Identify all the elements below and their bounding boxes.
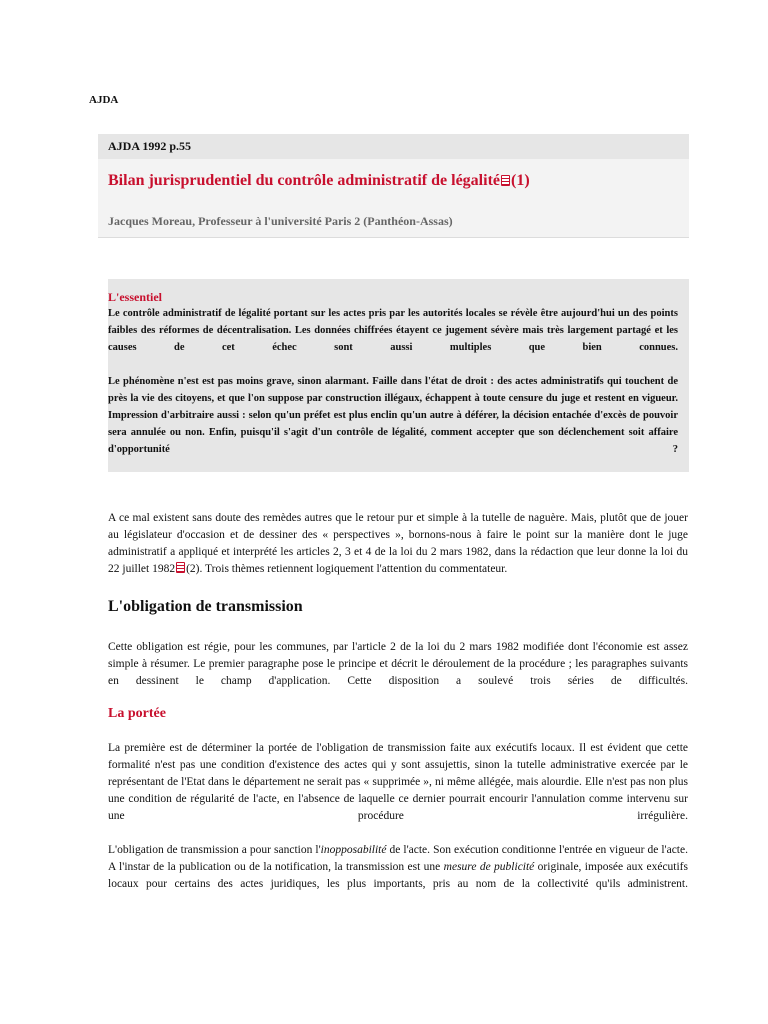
intro-text: . Trois thèmes retiennent logiquement l'attention du commentateur. — [199, 563, 508, 575]
title-footnote-ref[interactable]: (1) — [511, 172, 530, 189]
subsection-paragraph: La première est de déterminer la portée de l'obligation de transmission faite aux exécutifs locaux. Il est évident que cette formalité n'est pas une condition d'existence des actes qui y sont assujettis, sinon la tutelle administrative exercée par le représentant de l'Etat dans le département ne serait pas « supprimée », ni même allégée, mais alourdie. Elle n'est pas non plus une condition de régularité de l'acte, en l'absence de laquelle ce dernier pourrait encourir l'annulation comme intervenu sur une procédure irrégulière. — [108, 742, 688, 822]
section-paragraph: Cette obligation est régie, pour les communes, par l'article 2 de la loi du 2 mars 1982 modifiée dont l'économie est assez simple à résumer. Le premier paragraphe pose le principe et décrit le déroulement de la procédure ; les paragraphes suivants en dessinent le champ d'application. Cette disposition a soulevé trois séries de difficultés. — [108, 641, 688, 687]
journal-label: AJDA — [89, 94, 119, 106]
paragraph-text: L'obligation de transmission a pour sanction l' — [108, 844, 321, 856]
footnote-icon[interactable] — [501, 175, 510, 186]
footnote-icon[interactable] — [176, 562, 185, 573]
article-title — [108, 172, 530, 190]
intro-footnote-ref[interactable]: (2) — [186, 563, 200, 575]
paragraph-text: originale, imposée aux exécutifs locaux pour certains des actes juridiques, les plus importants, pris au nom de la collectivité qu'ils administrent. — [108, 861, 688, 890]
intro-paragraph — [108, 510, 688, 578]
emphasis-text: mesure de publicité — [443, 861, 535, 873]
summary-box — [108, 279, 689, 472]
subsection-paragraph — [108, 842, 688, 893]
summary-paragraph: Le contrôle administratif de légalité portant sur les actes pris par les autorités locales se révèle être aujourd'hui un des points faibles des réformes de décentralisation. Les données chiffrées étayent ce jugement sévère mais très largement partagé et les causes de cet échec sont aussi multiples que bien connues. — [108, 308, 678, 353]
article-header — [98, 134, 689, 238]
emphasis-text: inopposabilité — [320, 844, 387, 856]
summary-paragraph: Le phénomène n'est est pas moins grave, sinon alarmant. Faille dans l'état de droit : des actes administratifs qui touchent de près la vie des citoyens, et que l'on suppose par construction illégaux, échappent à toute censure du juge et restent en vigueur. Impression d'arbitraire aussi : selon qu'un préfet est plus enclin qu'un autre à déférer, la décision entachée d'excès de pouvoir sera annulée ou non. Enfin, puisqu'il s'agit d'un contrôle de légalité, comment accepter que son déclenchement soit affaire d'opportunité ? — [108, 376, 678, 455]
article-title-text: Bilan jurisprudentiel du contrôle administratif de légalité — [108, 172, 500, 189]
article-author: Jacques Moreau, Professeur à l'université Paris 2 (Panthéon-Assas) — [108, 214, 453, 228]
summary-label: L'essentiel — [108, 290, 162, 304]
section-heading: L'obligation de transmission — [108, 598, 303, 615]
article-reference: AJDA 1992 p.55 — [98, 134, 689, 159]
subsection-heading: La portée — [108, 706, 166, 721]
intro-text: A ce mal existent sans doute des remèdes autres que le retour pur et simple à la tutelle de naguère. Mais, plutôt que de jouer au législateur d'occasion et de dessiner des « perspectives », bornons-nous à faire le point sur la manière dont le juge administratif a appliqué et interprété les articles 2, 3 et 4 de la loi du 2 mars 1982, dans la rédaction que leur donne la loi du 22 juillet 1982 — [108, 512, 688, 575]
paragraph-text: de l'acte. Son exécution conditionne l'entrée en vigueur de l'acte. A l'instar de la publication ou de la notification, la transmission est une — [108, 844, 688, 873]
